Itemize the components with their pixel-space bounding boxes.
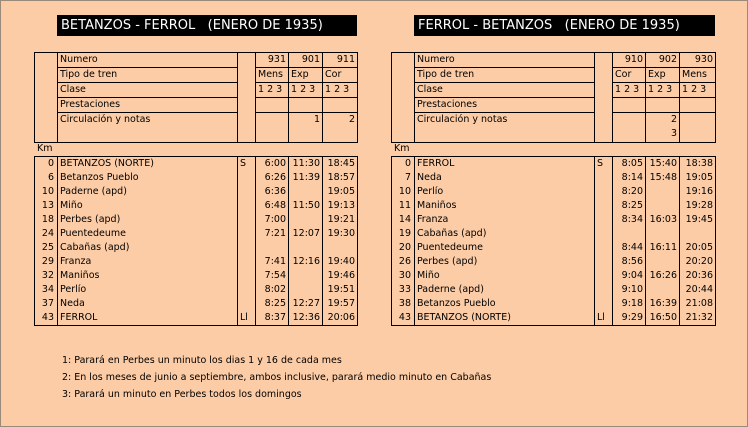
station-name: Puentedeume xyxy=(415,241,595,255)
departure-time: 15:48 xyxy=(646,171,680,185)
info-row-prestaciones xyxy=(35,98,358,113)
train-service xyxy=(289,98,323,113)
departure-time: 16:50 xyxy=(646,311,680,326)
departure-time xyxy=(646,199,680,213)
station-row xyxy=(35,171,358,185)
left-km-label: Km xyxy=(37,143,53,154)
departure-time: 8:20 xyxy=(613,185,646,199)
train-service xyxy=(323,98,358,113)
departure-time: 21:08 xyxy=(680,297,716,311)
info-row-clase xyxy=(392,83,716,98)
train-note xyxy=(256,113,289,143)
right-km-label: Km xyxy=(394,143,410,154)
station-km: 30 xyxy=(392,269,415,283)
train-class: 1 2 3 xyxy=(613,83,646,98)
departure-time: 19:21 xyxy=(323,213,358,227)
info-label: Prestaciones xyxy=(415,98,595,113)
train-class: 1 2 3 xyxy=(646,83,680,98)
info-label: Tipo de tren xyxy=(58,68,238,83)
departure-time: 9:18 xyxy=(613,297,646,311)
station-flag xyxy=(238,297,256,311)
departure-time xyxy=(646,185,680,199)
station-km: 24 xyxy=(35,227,58,241)
station-km: 11 xyxy=(392,199,415,213)
station-row xyxy=(392,213,716,227)
departure-time: 15:40 xyxy=(646,157,680,172)
departure-time: 19:40 xyxy=(323,255,358,269)
departure-time: 21:32 xyxy=(680,311,716,326)
station-row xyxy=(35,213,358,227)
departure-time: 11:39 xyxy=(289,171,323,185)
departure-time: 8:34 xyxy=(613,213,646,227)
station-name: Puentedeume xyxy=(58,227,238,241)
right-title: FERROL - BETANZOS (ENERO DE 1935) xyxy=(414,15,715,36)
info-row-clase xyxy=(35,83,358,98)
info-row-tipo xyxy=(35,68,358,83)
departure-time: 19:57 xyxy=(323,297,358,311)
station-row xyxy=(392,297,716,311)
departure-time xyxy=(323,241,358,255)
station-name: Franza xyxy=(58,255,238,269)
departure-time: 12:07 xyxy=(289,227,323,241)
station-row xyxy=(392,185,716,199)
station-km: 14 xyxy=(392,213,415,227)
station-km: 10 xyxy=(392,185,415,199)
station-row xyxy=(392,157,716,172)
station-km: 43 xyxy=(392,311,415,326)
footnote: 1: Parará en Perbes un minuto los dias 1 y 16 de cada mes xyxy=(62,355,342,366)
departure-time: 7:00 xyxy=(256,213,289,227)
departure-time: 8:14 xyxy=(613,171,646,185)
departure-time: 6:36 xyxy=(256,185,289,199)
footnotes xyxy=(62,352,491,403)
departure-time xyxy=(613,227,646,241)
departure-time xyxy=(289,269,323,283)
station-row xyxy=(35,241,358,255)
info-label: Clase xyxy=(58,83,238,98)
station-row xyxy=(35,311,358,326)
station-flag xyxy=(238,241,256,255)
departure-time: 8:05 xyxy=(613,157,646,172)
departure-time: 19:05 xyxy=(323,185,358,199)
departure-time: 8:25 xyxy=(256,297,289,311)
train-note xyxy=(646,113,680,143)
train-service xyxy=(256,98,289,113)
station-km: 6 xyxy=(35,171,58,185)
departure-time xyxy=(289,283,323,297)
station-name: BETANZOS (NORTE) xyxy=(58,157,238,172)
train-note-primary: 2 xyxy=(670,114,677,125)
station-km: 37 xyxy=(35,297,58,311)
departure-time xyxy=(289,241,323,255)
train-type: Mens xyxy=(256,68,289,83)
departure-time xyxy=(646,255,680,269)
station-flag xyxy=(238,213,256,227)
info-row-notas xyxy=(392,113,716,143)
station-flag xyxy=(595,185,613,199)
station-row xyxy=(392,241,716,255)
station-name: Betanzos Pueblo xyxy=(58,171,238,185)
info-row-tipo xyxy=(392,68,716,83)
departure-time: 19:13 xyxy=(323,199,358,213)
departure-time: 20:06 xyxy=(323,311,358,326)
station-row xyxy=(35,269,358,283)
departure-time: 19:28 xyxy=(680,199,716,213)
departure-time: 19:46 xyxy=(323,269,358,283)
departure-time: 16:26 xyxy=(646,269,680,283)
station-name: BETANZOS (NORTE) xyxy=(415,311,595,326)
station-flag xyxy=(595,213,613,227)
station-name: Miño xyxy=(58,199,238,213)
station-name: Perbes (apd) xyxy=(415,255,595,269)
train-note: 2 xyxy=(323,113,358,143)
station-flag xyxy=(595,199,613,213)
departure-time: 8:25 xyxy=(613,199,646,213)
station-row xyxy=(392,311,716,326)
station-flag: Ll xyxy=(595,311,613,326)
station-row xyxy=(35,199,358,213)
station-km: 33 xyxy=(392,283,415,297)
departure-time: 9:29 xyxy=(613,311,646,326)
departure-time: 18:45 xyxy=(323,157,358,172)
departure-time: 20:20 xyxy=(680,255,716,269)
departure-time: 7:21 xyxy=(256,227,289,241)
station-row xyxy=(392,171,716,185)
departure-time: 12:36 xyxy=(289,311,323,326)
info-gap-column xyxy=(238,53,256,143)
departure-time xyxy=(289,185,323,199)
station-flag xyxy=(595,171,613,185)
right-timetable xyxy=(391,156,716,326)
station-row xyxy=(392,255,716,269)
station-flag xyxy=(595,297,613,311)
info-label: Circulación y notas xyxy=(58,113,238,143)
station-km: 10 xyxy=(35,185,58,199)
departure-time: 6:00 xyxy=(256,157,289,172)
station-km: 0 xyxy=(35,157,58,172)
departure-time xyxy=(680,227,716,241)
station-name: Maniños xyxy=(58,269,238,283)
departure-time: 16:39 xyxy=(646,297,680,311)
station-km: 19 xyxy=(392,227,415,241)
station-flag xyxy=(238,283,256,297)
train-type: Mens xyxy=(680,68,716,83)
departure-time: 9:10 xyxy=(613,283,646,297)
departure-time: 7:54 xyxy=(256,269,289,283)
departure-time: 8:44 xyxy=(613,241,646,255)
info-gap-column xyxy=(595,53,613,143)
train-type: Cor xyxy=(613,68,646,83)
station-flag xyxy=(238,199,256,213)
station-flag xyxy=(595,269,613,283)
train-note xyxy=(680,113,716,143)
right-info-table xyxy=(391,52,716,143)
train-service xyxy=(646,98,680,113)
station-flag xyxy=(238,255,256,269)
station-flag xyxy=(238,185,256,199)
station-row xyxy=(35,227,358,241)
footnote: 3: Parará un minuto en Perbes todos los domingos xyxy=(62,389,302,400)
station-name: Betanzos Pueblo xyxy=(415,297,595,311)
departure-time: 6:48 xyxy=(256,199,289,213)
left-title: BETANZOS - FERROL (ENERO DE 1935) xyxy=(57,15,357,36)
departure-time: 9:04 xyxy=(613,269,646,283)
departure-time xyxy=(289,213,323,227)
station-flag xyxy=(238,227,256,241)
station-name: Perlío xyxy=(58,283,238,297)
station-flag: Ll xyxy=(238,311,256,326)
station-name: Cabañas (apd) xyxy=(415,227,595,241)
train-note: 1 xyxy=(289,113,323,143)
station-name: Paderne (apd) xyxy=(415,283,595,297)
station-name: Neda xyxy=(58,297,238,311)
departure-time: 19:05 xyxy=(680,171,716,185)
info-label: Prestaciones xyxy=(58,98,238,113)
departure-time: 16:03 xyxy=(646,213,680,227)
train-type: Exp xyxy=(646,68,680,83)
info-row-prestaciones xyxy=(392,98,716,113)
station-name: FERROL xyxy=(58,311,238,326)
station-row xyxy=(35,283,358,297)
departure-time: 7:41 xyxy=(256,255,289,269)
station-km: 7 xyxy=(392,171,415,185)
train-number: 931 xyxy=(256,53,289,68)
station-name: Maniños xyxy=(415,199,595,213)
departure-time: 8:02 xyxy=(256,283,289,297)
train-service xyxy=(613,98,646,113)
departure-time: 19:16 xyxy=(680,185,716,199)
station-km: 29 xyxy=(35,255,58,269)
station-km: 43 xyxy=(35,311,58,326)
train-class: 1 2 3 xyxy=(256,83,289,98)
station-km: 32 xyxy=(35,269,58,283)
train-service xyxy=(680,98,716,113)
station-km: 38 xyxy=(392,297,415,311)
station-name: Franza xyxy=(415,213,595,227)
train-number: 911 xyxy=(323,53,358,68)
footnote: 2: En los meses de junio a septiembre, ambos inclusive, parará medio minuto en Cabañas xyxy=(62,372,492,383)
departure-time: 16:11 xyxy=(646,241,680,255)
train-number: 930 xyxy=(680,53,716,68)
train-type: Cor xyxy=(323,68,358,83)
station-flag xyxy=(595,241,613,255)
station-row xyxy=(392,227,716,241)
station-row xyxy=(392,283,716,297)
station-km: 20 xyxy=(392,241,415,255)
info-row-numero xyxy=(35,53,358,68)
station-name: Perbes (apd) xyxy=(58,213,238,227)
train-class: 1 2 3 xyxy=(289,83,323,98)
station-flag xyxy=(595,283,613,297)
train-number: 901 xyxy=(289,53,323,68)
train-note-secondary: 3 xyxy=(670,128,677,139)
station-name: FERROL xyxy=(415,157,595,172)
departure-time: 20:44 xyxy=(680,283,716,297)
left-info-table xyxy=(34,52,358,143)
info-label: Numero xyxy=(58,53,238,68)
station-row xyxy=(35,297,358,311)
departure-time: 18:57 xyxy=(323,171,358,185)
station-row xyxy=(35,185,358,199)
train-number: 910 xyxy=(613,53,646,68)
station-flag xyxy=(595,255,613,269)
departure-time xyxy=(646,283,680,297)
station-row xyxy=(392,269,716,283)
station-row xyxy=(35,157,358,172)
station-name: Miño xyxy=(415,269,595,283)
departure-time: 12:16 xyxy=(289,255,323,269)
station-name: Perlío xyxy=(415,185,595,199)
departure-time: 11:30 xyxy=(289,157,323,172)
departure-time: 8:37 xyxy=(256,311,289,326)
info-row-notas xyxy=(35,113,358,143)
station-flag xyxy=(238,171,256,185)
departure-time: 8:56 xyxy=(613,255,646,269)
info-label: Circulación y notas xyxy=(415,113,595,143)
departure-time: 19:45 xyxy=(680,213,716,227)
station-km: 26 xyxy=(392,255,415,269)
station-row xyxy=(35,255,358,269)
station-flag xyxy=(595,227,613,241)
station-km: 25 xyxy=(35,241,58,255)
departure-time: 6:26 xyxy=(256,171,289,185)
station-row xyxy=(392,199,716,213)
train-note xyxy=(613,113,646,143)
train-class: 1 2 3 xyxy=(680,83,716,98)
info-row-numero xyxy=(392,53,716,68)
info-side-blank xyxy=(35,53,58,143)
departure-time: 18:38 xyxy=(680,157,716,172)
info-side-blank xyxy=(392,53,415,143)
station-name: Cabañas (apd) xyxy=(58,241,238,255)
station-km: 34 xyxy=(35,283,58,297)
station-name: Paderne (apd) xyxy=(58,185,238,199)
left-timetable xyxy=(34,156,358,326)
departure-time: 19:30 xyxy=(323,227,358,241)
departure-time: 20:05 xyxy=(680,241,716,255)
train-type: Exp xyxy=(289,68,323,83)
station-flag xyxy=(238,269,256,283)
station-flag: S xyxy=(595,157,613,172)
station-km: 18 xyxy=(35,213,58,227)
train-number: 902 xyxy=(646,53,680,68)
departure-time: 12:27 xyxy=(289,297,323,311)
info-label: Clase xyxy=(415,83,595,98)
departure-time: 19:51 xyxy=(323,283,358,297)
departure-time xyxy=(256,241,289,255)
station-flag: S xyxy=(238,157,256,172)
station-km: 0 xyxy=(392,157,415,172)
train-class: 1 2 3 xyxy=(323,83,358,98)
station-name: Neda xyxy=(415,171,595,185)
station-km: 13 xyxy=(35,199,58,213)
info-label: Tipo de tren xyxy=(415,68,595,83)
info-label: Numero xyxy=(415,53,595,68)
departure-time: 11:50 xyxy=(289,199,323,213)
departure-time: 20:36 xyxy=(680,269,716,283)
departure-time xyxy=(646,227,680,241)
